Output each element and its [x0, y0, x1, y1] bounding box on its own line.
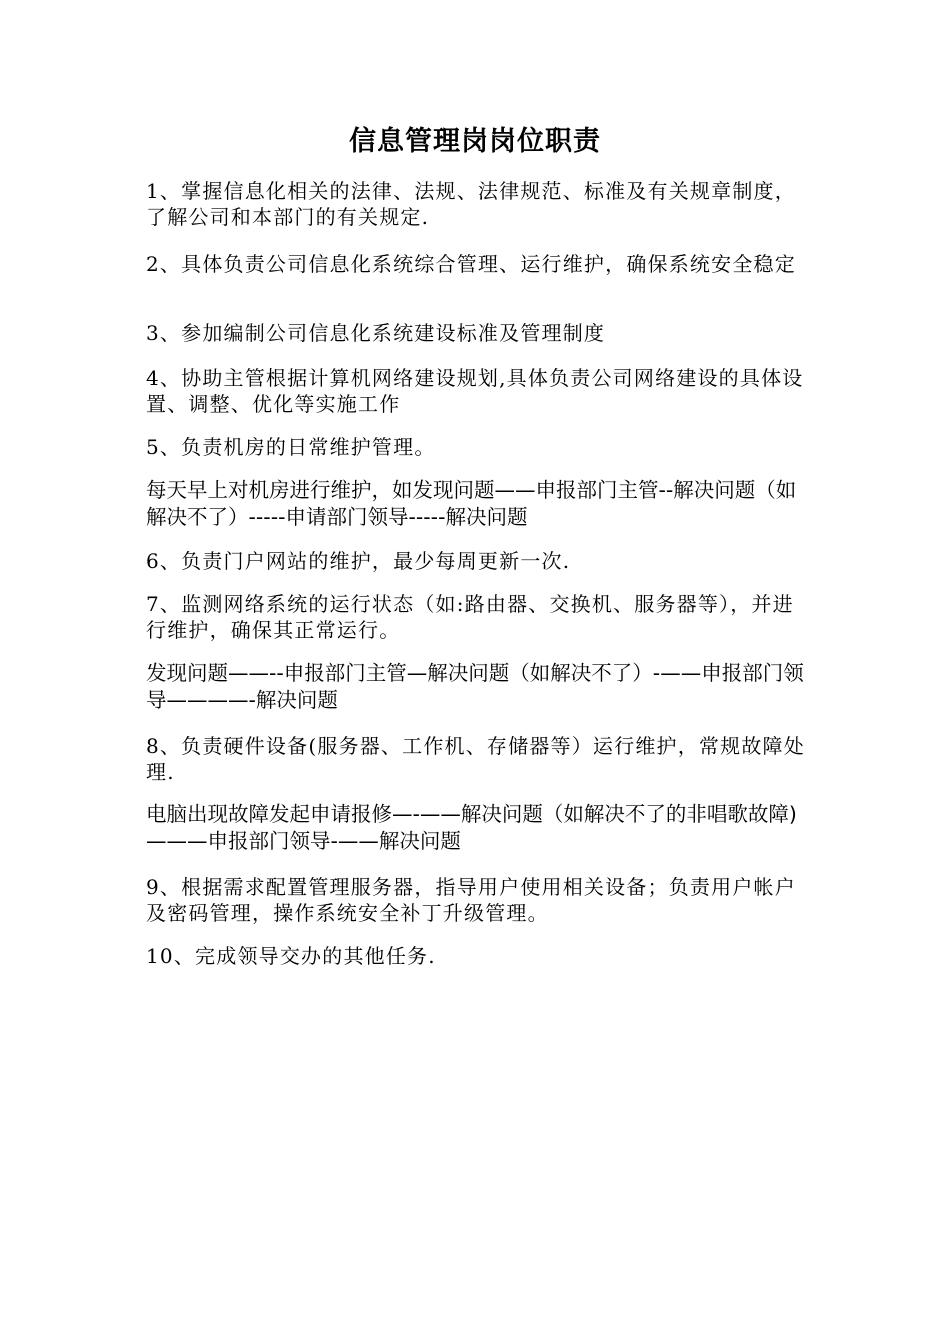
document-title: 信息管理岗岗位职责	[349, 126, 601, 157]
duty-item-8: 8、负责硬件设备(服务器、工作机、存储器等）运行维护，常规故障处理.	[146, 734, 805, 784]
procedure-note-hardware: 电脑出现故障发起申请报修—-——解决问题（如解决不了的非唱歌故障)———申报部门领导-——解决问题	[146, 802, 797, 853]
procedure-note-machine-room: 每天早上对机房进行维护，如发现问题——申报部门主管--解决问题（如解决不了）-----申请部门领导-----解决问题	[146, 478, 797, 529]
duty-item-5: 5、负责机房的日常维护管理。	[146, 435, 436, 459]
duty-item-6: 6、负责门户网站的维护，最少每周更新一次.	[146, 549, 571, 573]
duty-item-7: 7、监测网络系统的运行状态（如:路由器、交换机、服务器等），并进行维护，确保其正常运行。	[146, 592, 794, 642]
duty-item-4: 4、协助主管根据计算机网络建设规划,具体负责公司网络建设的具体设置、调整、优化等实施工作	[146, 366, 804, 416]
duty-item-10: 10、完成领导交办的其他任务.	[146, 944, 436, 968]
duty-item-9: 9、根据需求配置管理服务器，指导用户使用相关设备；负责用户帐户及密码管理，操作系统安全补丁升级管理。	[146, 875, 796, 925]
procedure-note-network: 发现问题——--申报部门主管—解决问题（如解决不了）-——申报部门领导————-解决问题	[146, 661, 804, 712]
duty-item-1: 1、掌握信息化相关的法律、法规、法律规范、标准及有关规章制度，了解公司和本部门的有关规定.	[146, 179, 796, 229]
duty-item-3: 3、参加编制公司信息化系统建设标准及管理制度	[146, 321, 606, 345]
duty-item-2: 2、具体负责公司信息化系统综合管理、运行维护，确保系统安全稳定	[146, 252, 796, 276]
